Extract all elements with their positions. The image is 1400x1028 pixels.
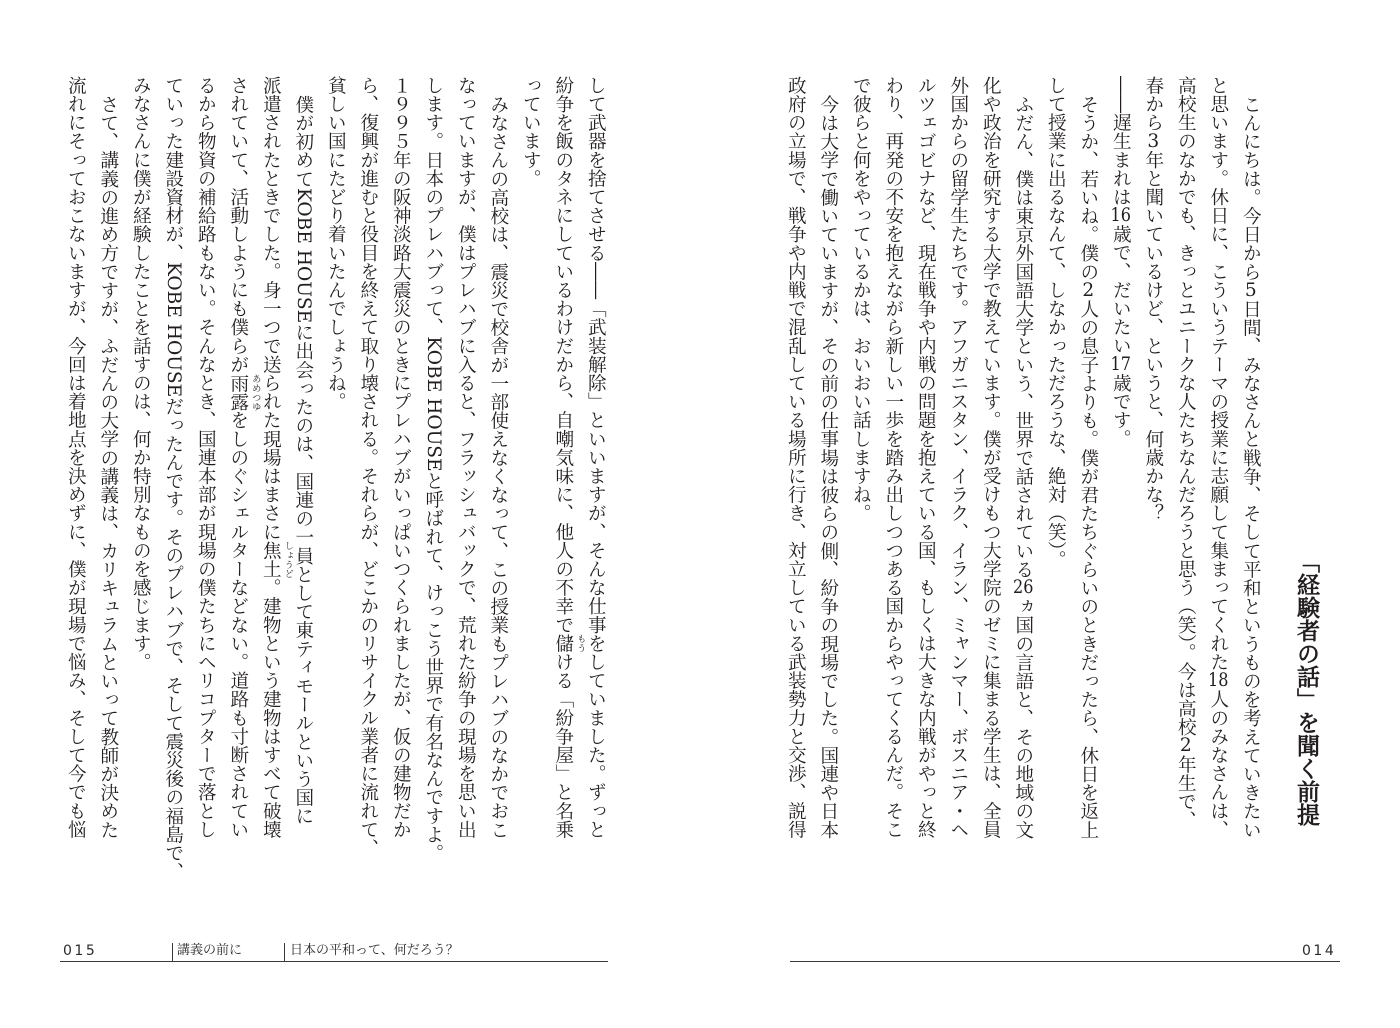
text-column: [124, 76, 157, 839]
text-column: [779, 76, 812, 839]
text-run: 紛争を飯のタネにしているわけだから、自嘲気味に、他人の不幸で: [552, 76, 574, 634]
ruby-annotation: [227, 373, 261, 411]
text-run: 僕が初めてKOBE HOUSEに出会ったのは、国連の一員として東ティモールという国に: [292, 94, 314, 826]
tate-chu-yoko-number: 17: [1110, 354, 1131, 374]
text-run: 人の息子よりも。僕が君たちぐらいのときだったら、休日を返上: [1077, 299, 1099, 839]
tate-chu-yoko-number: 18: [1208, 671, 1229, 690]
text-column: [286, 76, 319, 839]
running-head-section: 講義の前に: [177, 943, 243, 958]
text-column: [1039, 76, 1072, 839]
ruby-annotation: [260, 541, 294, 579]
text-run: 政府の立場で、戦争や内戦で混乱している場所に行き、対立している武装勢力と交渉、説得: [785, 76, 807, 839]
text-run: 化や政治を研究する大学で教えています。僕が受けもつ大学院のゼミに集まる学生は、全員: [980, 76, 1002, 839]
text-column: [579, 76, 612, 839]
text-column: [156, 76, 189, 881]
text-run: こんにちは。今日から: [1240, 94, 1262, 281]
tate-chu-yoko-number: 16: [1110, 206, 1131, 225]
text-run: さて、講義の進め方ですが、ふだんの大学の講義は、カリキュラムといって教師が決めた: [97, 94, 119, 839]
running-head-divider: [284, 943, 285, 961]
text-run: 貧しい国にたどり着いたんでしょうね。: [325, 76, 347, 411]
ruby-annotation: [552, 634, 586, 653]
text-column: [91, 76, 124, 839]
text-run: １９９５年の阪神淡路大震災のときにプレハブがいっぱいつくられましたが、仮の建物だか: [390, 76, 412, 839]
text-column: [1136, 76, 1169, 839]
text-column: [254, 76, 294, 839]
text-run: 外国からの留学生たちです。アフガニスタン、イラク、イラン、ミャンマー、ボスニア・ヘ: [947, 76, 969, 839]
text-column: [1071, 76, 1104, 839]
text-column: [189, 76, 222, 839]
running-head-title: 日本の平和って、何だろう？: [290, 943, 459, 958]
page-number-left: 015: [63, 943, 98, 959]
text-column: [481, 76, 514, 839]
text-run: 日間、みなさんと戦争、そして平和というものを考えていきたい: [1240, 299, 1262, 839]
text-column: [1104, 76, 1137, 839]
text-run: 年生で、: [1175, 754, 1197, 830]
ruby-base: 焦土: [260, 541, 282, 579]
right-page-body: [779, 76, 1267, 876]
text-column: [416, 76, 449, 863]
text-run: っています。: [520, 76, 542, 188]
text-column: [1169, 76, 1202, 839]
text-run: 春から: [1142, 76, 1164, 132]
text-run: をしのぐシェルターなどない。道路も寸断されてい: [227, 410, 249, 839]
text-column: [811, 76, 844, 839]
text-run: 流れにそっておこないますが、今回は着地点を決めずに、僕が現場で悩み、そして今でも悩: [65, 76, 87, 839]
running-head-divider: [172, 943, 173, 961]
text-column: [319, 76, 352, 839]
text-run: と思います。休日に、こういうテーマの授業に志願して集まってくれた: [1207, 76, 1229, 672]
text-run: 派遣されたときでした。身一つで送られた現場はまさに: [260, 76, 282, 541]
ruby-base: 雨露: [227, 373, 249, 411]
text-run: 高校生のなかでも、きっとユニークな人たちなんだろうと思う（笑）。今は高校: [1175, 76, 1197, 737]
section-heading: 「経験者の話」を聞く前提: [1293, 550, 1319, 826]
footer-rule-right: [790, 961, 1340, 962]
text-run: して授業に出るなんて、しなかっただろうな、絶対（笑）。: [1045, 76, 1067, 569]
ruby-text: しょうど: [282, 541, 294, 579]
text-column: [1234, 76, 1267, 839]
text-run: 人のみなさんは、: [1207, 689, 1229, 839]
tate-chu-yoko-number: 5: [1244, 280, 1257, 300]
text-run: ルツェゴビナなど、現在戦争や内戦の問題を抱えている国、もしくは大きな内戦がやっと終: [915, 76, 937, 839]
text-run: 歳で、だいたい: [1110, 224, 1132, 355]
text-column: [59, 76, 92, 839]
text-run: なっていますが、僕はプレハブに入ると、フラッシュバックで、荒れた紛争の現場を思い出: [455, 76, 477, 839]
text-run: みなさんの高校は、震災で校舎が一部使えなくなって、この授業もプレハブのなかでおこ: [487, 94, 509, 839]
text-run: わり、再発の不安を抱えながら新しい一歩を踏み出しつつある国からやってくるんだ。そこ: [882, 76, 904, 839]
text-column: [844, 76, 877, 839]
text-run: ――遅生まれは: [1110, 76, 1132, 207]
text-run: して武器を捨てさせる――「武装解除」といいますが、そんな仕事をしていました。ずっと: [585, 76, 607, 839]
ruby-text: もう: [574, 634, 586, 653]
text-run: で彼らと何をやっているかは、おいおい話しますね。: [850, 76, 872, 523]
footer-rule-left: [60, 961, 608, 962]
left-page-body: [59, 76, 612, 881]
tate-chu-yoko-number: 26: [1013, 578, 1034, 597]
text-run: されていて、活動しようにも僕らが: [227, 76, 249, 374]
tate-chu-yoko-number: 2: [1179, 736, 1192, 755]
text-run: 年と聞いているけど、というと、何歳かな？: [1142, 150, 1164, 523]
text-column: [941, 76, 974, 839]
text-column: [876, 76, 909, 839]
text-column: [546, 76, 586, 839]
text-run: ける「紛争屋」と名乗: [552, 652, 574, 839]
text-run: るから物資の補給路もない。そんなとき、国連本部が現場の僕たちにヘリコプターで落とし: [195, 76, 217, 839]
text-run: 歳です。: [1110, 373, 1132, 448]
text-column: [1006, 76, 1039, 839]
text-run: そうか、若いね。僕の: [1077, 94, 1099, 281]
text-column: [221, 76, 261, 839]
text-column: [1201, 76, 1234, 839]
text-run: します。日本のプレハブって、KOBE HOUSEと呼ばれて、けっこう世界で有名なんですよ。: [422, 76, 444, 863]
text-column: [449, 76, 482, 839]
page-number-right: 014: [1302, 943, 1337, 959]
text-run: ら、復興が進むと役目を終えて取り壊される。それらが、どこかのリサイクル業者に流れて、: [357, 76, 379, 858]
text-run: ふだん、僕は東京外国語大学という、世界で話されている: [1012, 94, 1034, 579]
text-run: みなさんに僕が経験したことを話すのは、何か特別なものを感じます。: [130, 76, 152, 672]
tate-chu-yoko-number: 3: [1147, 131, 1160, 151]
text-run: ていった建設資材が、KOBE HOUSEだったんです。そのプレハブで、そして震災後の福島で、: [162, 76, 184, 881]
text-column: [351, 76, 384, 858]
ruby-base: 儲: [552, 634, 574, 653]
tate-chu-yoko-number: 2: [1082, 280, 1095, 300]
text-column: [974, 76, 1007, 839]
ruby-text: あめつゆ: [249, 373, 261, 411]
text-column: [909, 76, 942, 839]
text-column: [514, 76, 547, 839]
text-run: ヵ国の言語と、その地域の文: [1012, 596, 1034, 839]
text-run: 。建物という建物はすべて破壊: [260, 578, 282, 839]
text-column: [384, 76, 417, 839]
text-run: 今は大学で働いていますが、その前の仕事場は彼らの側、紛争の現場でした。国連や日本: [817, 94, 839, 839]
